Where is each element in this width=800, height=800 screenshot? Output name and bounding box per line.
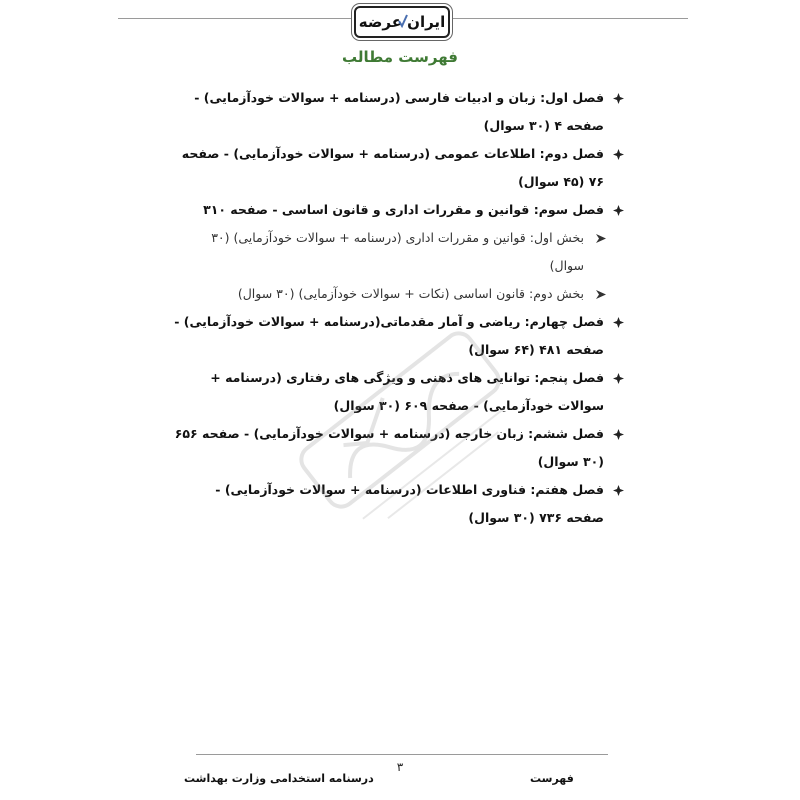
table-of-contents [174,84,624,532]
toc-item-text: فصل ششم: زبان خارجه (درسنامه + سوالات خودآزمایی) - صفحه ۶۵۶ (۳۰ سوال) [174,426,604,469]
brand-logo-text: ایران عرضه [358,13,446,31]
toc-item-chapter-1 [174,84,624,140]
toc-item-text: فصل اول: زبان و ادبیات فارسی (درسنامه + سوالات خودآزمایی) - صفحه ۴ (۳۰ سوال) [194,90,604,133]
toc-subitem-text: بخش دوم: قانون اساسی (نکات + سوالات خودآزمایی) (۳۰ سوال) [237,286,584,301]
footer-section-name: فهرست [530,772,574,785]
footer-book-title: درسنامه استخدامی وزارت بهداشت [184,772,374,785]
diamond-bullet-icon [613,317,624,328]
checkmark-icon [398,14,408,28]
diamond-bullet-icon [613,149,624,160]
diamond-bullet-icon [613,205,624,216]
toc-item-chapter-3 [174,196,624,224]
diamond-bullet-icon [613,373,624,384]
diamond-bullet-icon [613,429,624,440]
toc-item-chapter-4 [174,308,624,364]
brand-logo [354,6,450,38]
toc-item-text: فصل سوم: قوانین و مقررات اداری و قانون اساسی - صفحه ۳۱۰ [203,202,604,217]
footer-rule [196,754,608,755]
toc-item-text: فصل دوم: اطلاعات عمومی (درسنامه + سوالات خودآزمایی) - صفحه ۷۶ (۴۵ سوال) [181,146,604,189]
diamond-bullet-icon [613,93,624,104]
toc-item-chapter-6 [174,420,624,476]
toc-item-text: فصل پنجم: توانایی های ذهنی و ویژگی های رفتاری (درسنامه + سوالات خودآزمایی) - صفحه ۶۰۹ (۳۰ سوال) [210,370,604,413]
toc-subitem-section-1 [174,224,624,280]
toc-item-chapter-7 [174,476,624,532]
diamond-bullet-icon [613,485,624,496]
toc-item-text: فصل چهارم: ریاضی و آمار مقدماتی(درسنامه + سوالات خودآزمایی) - صفحه ۴۸۱ (۶۴ سوال) [174,314,604,357]
toc-subitem-text: بخش اول: قوانین و مقررات اداری (درسنامه + سوالات خودآزمایی) (۳۰ سوال) [211,230,584,273]
toc-item-text: فصل هفتم: فناوری اطلاعات (درسنامه + سوالات خودآزمایی) - صفحه ۷۳۶ (۳۰ سوال) [215,482,604,525]
arrowhead-bullet-icon [596,234,606,243]
arrowhead-bullet-icon [596,290,606,299]
toc-item-chapter-2 [174,140,624,196]
page-number: ۳ [396,760,404,774]
toc-item-chapter-5 [174,364,624,420]
toc-subitem-section-2 [174,280,624,308]
page-title: فهرست مطالب [342,48,458,66]
